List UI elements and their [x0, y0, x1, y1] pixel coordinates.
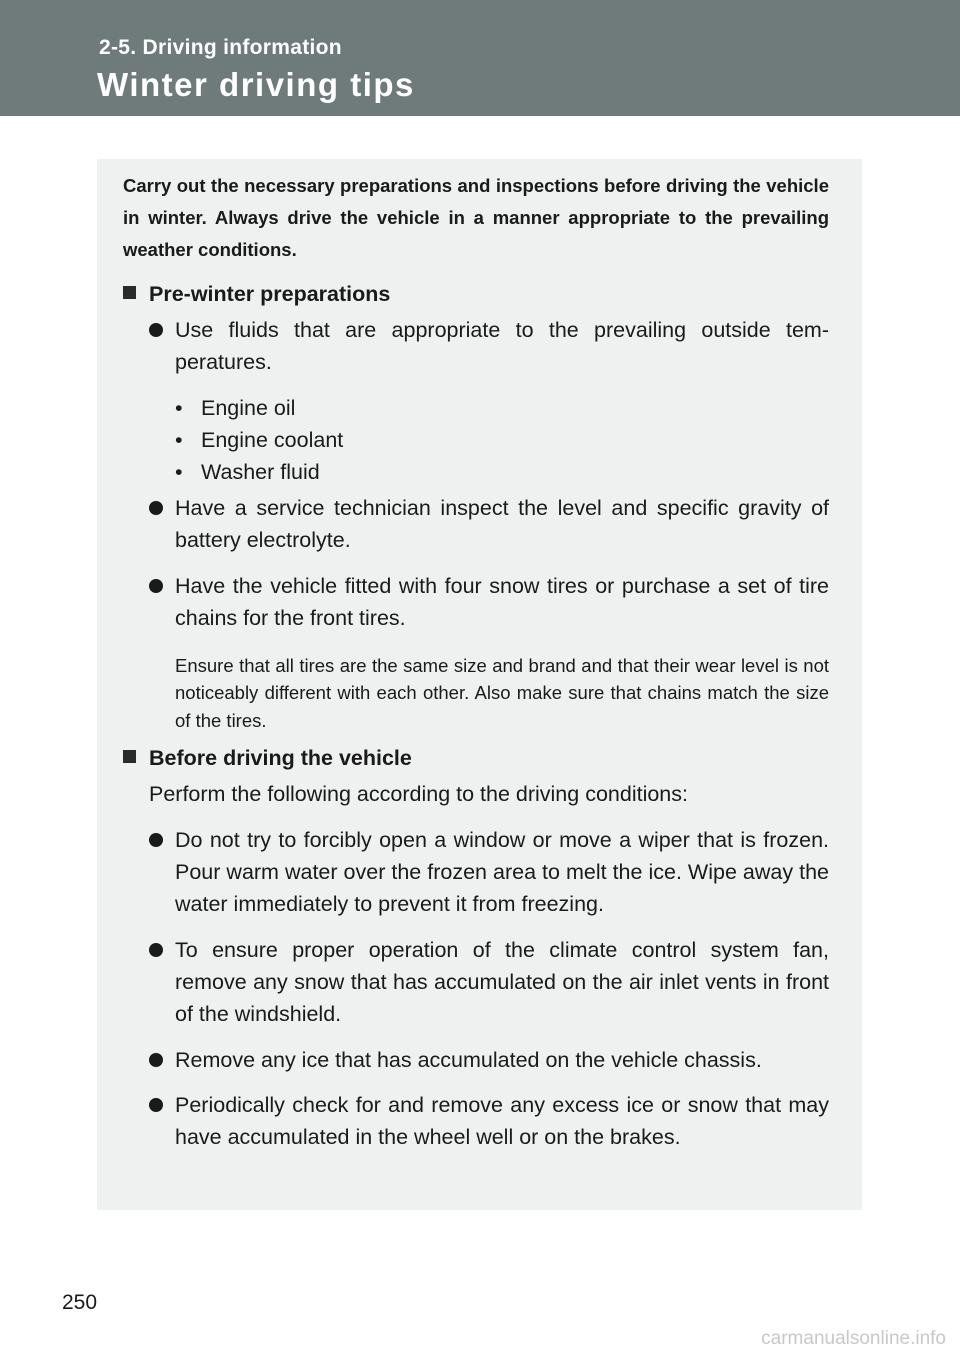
bullet-item [149, 492, 829, 556]
fluid-item: • Washer fluid [175, 456, 320, 488]
bullet-text: To ensure proper operation of the climate control system fan, remove any snow that has accumulated on the air inlet vents in front of the windshield. [175, 938, 829, 1026]
watermark: carmanualsonline.info [761, 1328, 946, 1349]
round-bullet-icon [149, 501, 163, 515]
page-number: 250 [62, 1291, 98, 1314]
bullet-text: Use fluids that are appropriate to the prevailing outside temperatures. [175, 318, 829, 374]
round-bullet-icon [149, 579, 163, 593]
dot-icon: • [175, 396, 183, 420]
bullet-text: Periodically check for and remove any excess ice or snow that may have accumulated in the wheel well or on the brakes. [175, 1093, 829, 1149]
square-bullet-icon [123, 286, 136, 299]
round-bullet-icon [149, 1098, 163, 1112]
round-bullet-icon [149, 1053, 163, 1067]
round-bullet-icon [149, 323, 163, 337]
dot-icon: • [175, 460, 183, 484]
heading-pre-winter: Pre-winter preparations [123, 278, 390, 310]
square-bullet-icon [123, 750, 136, 763]
bullet-text: Do not try to forcibly open a window or move a wiper that is frozen. Pour warm water over the frozen area to melt the ice. Wipe away the water immediately to prevent it from freezing. [175, 828, 829, 916]
heading-before-driving: Before driving the vehicle [123, 742, 412, 774]
bullet-item [149, 934, 829, 1030]
tire-note: Ensure that all tires are the same size and brand and that their wear level is not noticeably different with each other. Also make sure that chains match the size of the tires. [175, 655, 829, 731]
chapter-header [0, 0, 960, 116]
bullet-item [149, 314, 829, 378]
bullet-item [149, 1089, 829, 1153]
fluid-item: • Engine oil [175, 392, 295, 424]
round-bullet-icon [149, 943, 163, 957]
round-bullet-icon [149, 833, 163, 847]
bullet-text: Have a service technician inspect the level and specific gravity of battery electrolyte. [175, 496, 829, 552]
lead-text: Perform the following according to the driving conditions: [149, 782, 688, 806]
bullet-item [149, 570, 829, 634]
bullet-text: Have the vehicle fitted with four snow tires or purchase a set of tire chains for the front tires. [175, 574, 829, 630]
dot-icon: • [175, 428, 183, 452]
intro-paragraph: Carry out the necessary preparations and inspections before driving the vehicle in winter. Always drive the vehicle in a manner appropriate to the prevailing weather conditions. [123, 175, 829, 260]
section-label: 2-5. Driving information [99, 36, 342, 59]
bullet-item [149, 1044, 829, 1076]
bullet-text: Remove any ice that has accumulated on the vehicle chassis. [175, 1048, 762, 1072]
page-title: Winter driving tips [97, 66, 415, 103]
fluid-item: • Engine coolant [175, 424, 343, 456]
bullet-item [149, 824, 829, 920]
